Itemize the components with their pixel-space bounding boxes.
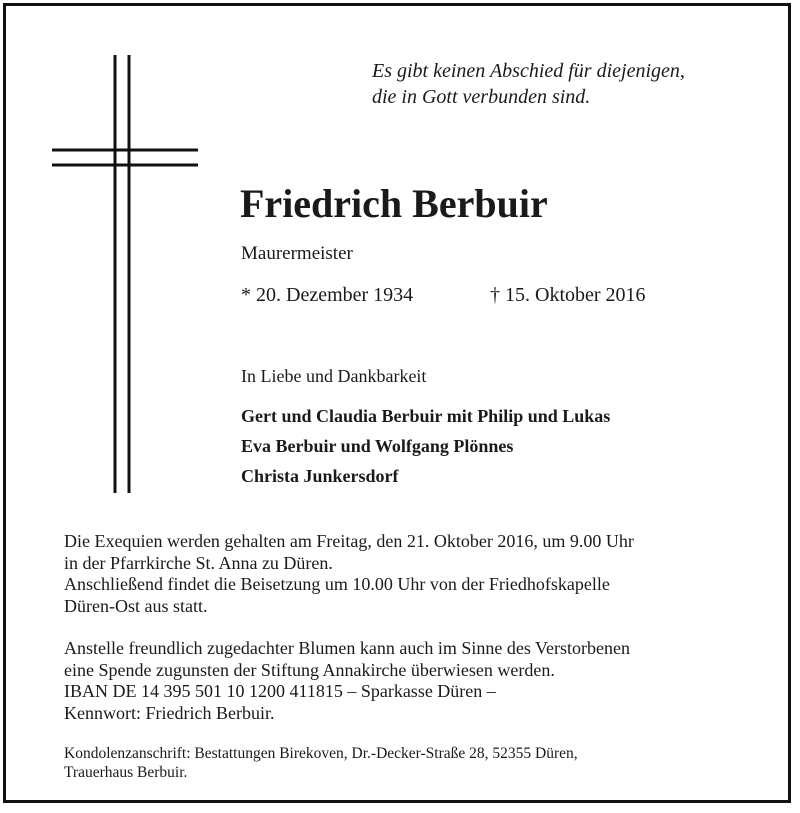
- donation-info-line: Anstelle freundlich zugedachter Blumen kann auch im Sinne des Verstorbenen: [64, 638, 630, 658]
- life-dates: [241, 284, 646, 307]
- mourner-line: Gert und Claudia Berbuir mit Philip und Lukas: [241, 406, 611, 426]
- funeral-info: [64, 531, 634, 617]
- donation-info-line: eine Spende zugunsten der Stiftung Annakirche überwiesen werden.: [64, 659, 555, 680]
- funeral-info-line: Düren-Ost aus statt.: [64, 595, 208, 616]
- condolence-info-line: Trauerhaus Berbuir.: [64, 764, 188, 781]
- mourner-line: Christa Junkersdorf: [241, 466, 399, 486]
- condolence-info: [64, 744, 578, 782]
- mourners-list: [241, 401, 610, 491]
- condolence-info-line: Kondolenzanschrift: Bestattungen Birekoven, Dr.-Decker-Straße 28, 52355 Düren,: [64, 745, 578, 762]
- funeral-info-line: Anschließend findet die Beisetzung um 10.00 Uhr von der Friedhofskapelle: [64, 574, 610, 594]
- quote-line-1: Es gibt keinen Abschied für diejenigen,: [372, 60, 685, 82]
- funeral-info-line: Die Exequien werden gehalten am Freitag, den 21. Oktober 2016, um 9.00 Uhr: [64, 531, 634, 551]
- death-date: † 15. Oktober 2016: [490, 284, 646, 306]
- cross-icon: [52, 55, 202, 495]
- funeral-info-line: in der Pfarrkirche St. Anna zu Düren.: [64, 552, 333, 573]
- quote-line-2: die in Gott verbunden sind.: [372, 86, 591, 108]
- donation-info-line: IBAN DE 14 395 501 10 1200 411815 – Sparkasse Düren –: [64, 681, 496, 701]
- quote: [372, 58, 685, 110]
- donation-info: [64, 638, 630, 724]
- birth-date: * 20. Dezember 1934: [241, 284, 414, 306]
- mourner-line: Eva Berbuir und Wolfgang Plönnes: [241, 436, 514, 456]
- deceased-name: Friedrich Berbuir: [240, 181, 548, 226]
- mourning-intro: In Liebe und Dankbarkeit: [241, 366, 427, 386]
- donation-info-line: Kennwort: Friedrich Berbuir.: [64, 702, 275, 723]
- deceased-profession: Maurermeister: [241, 243, 353, 264]
